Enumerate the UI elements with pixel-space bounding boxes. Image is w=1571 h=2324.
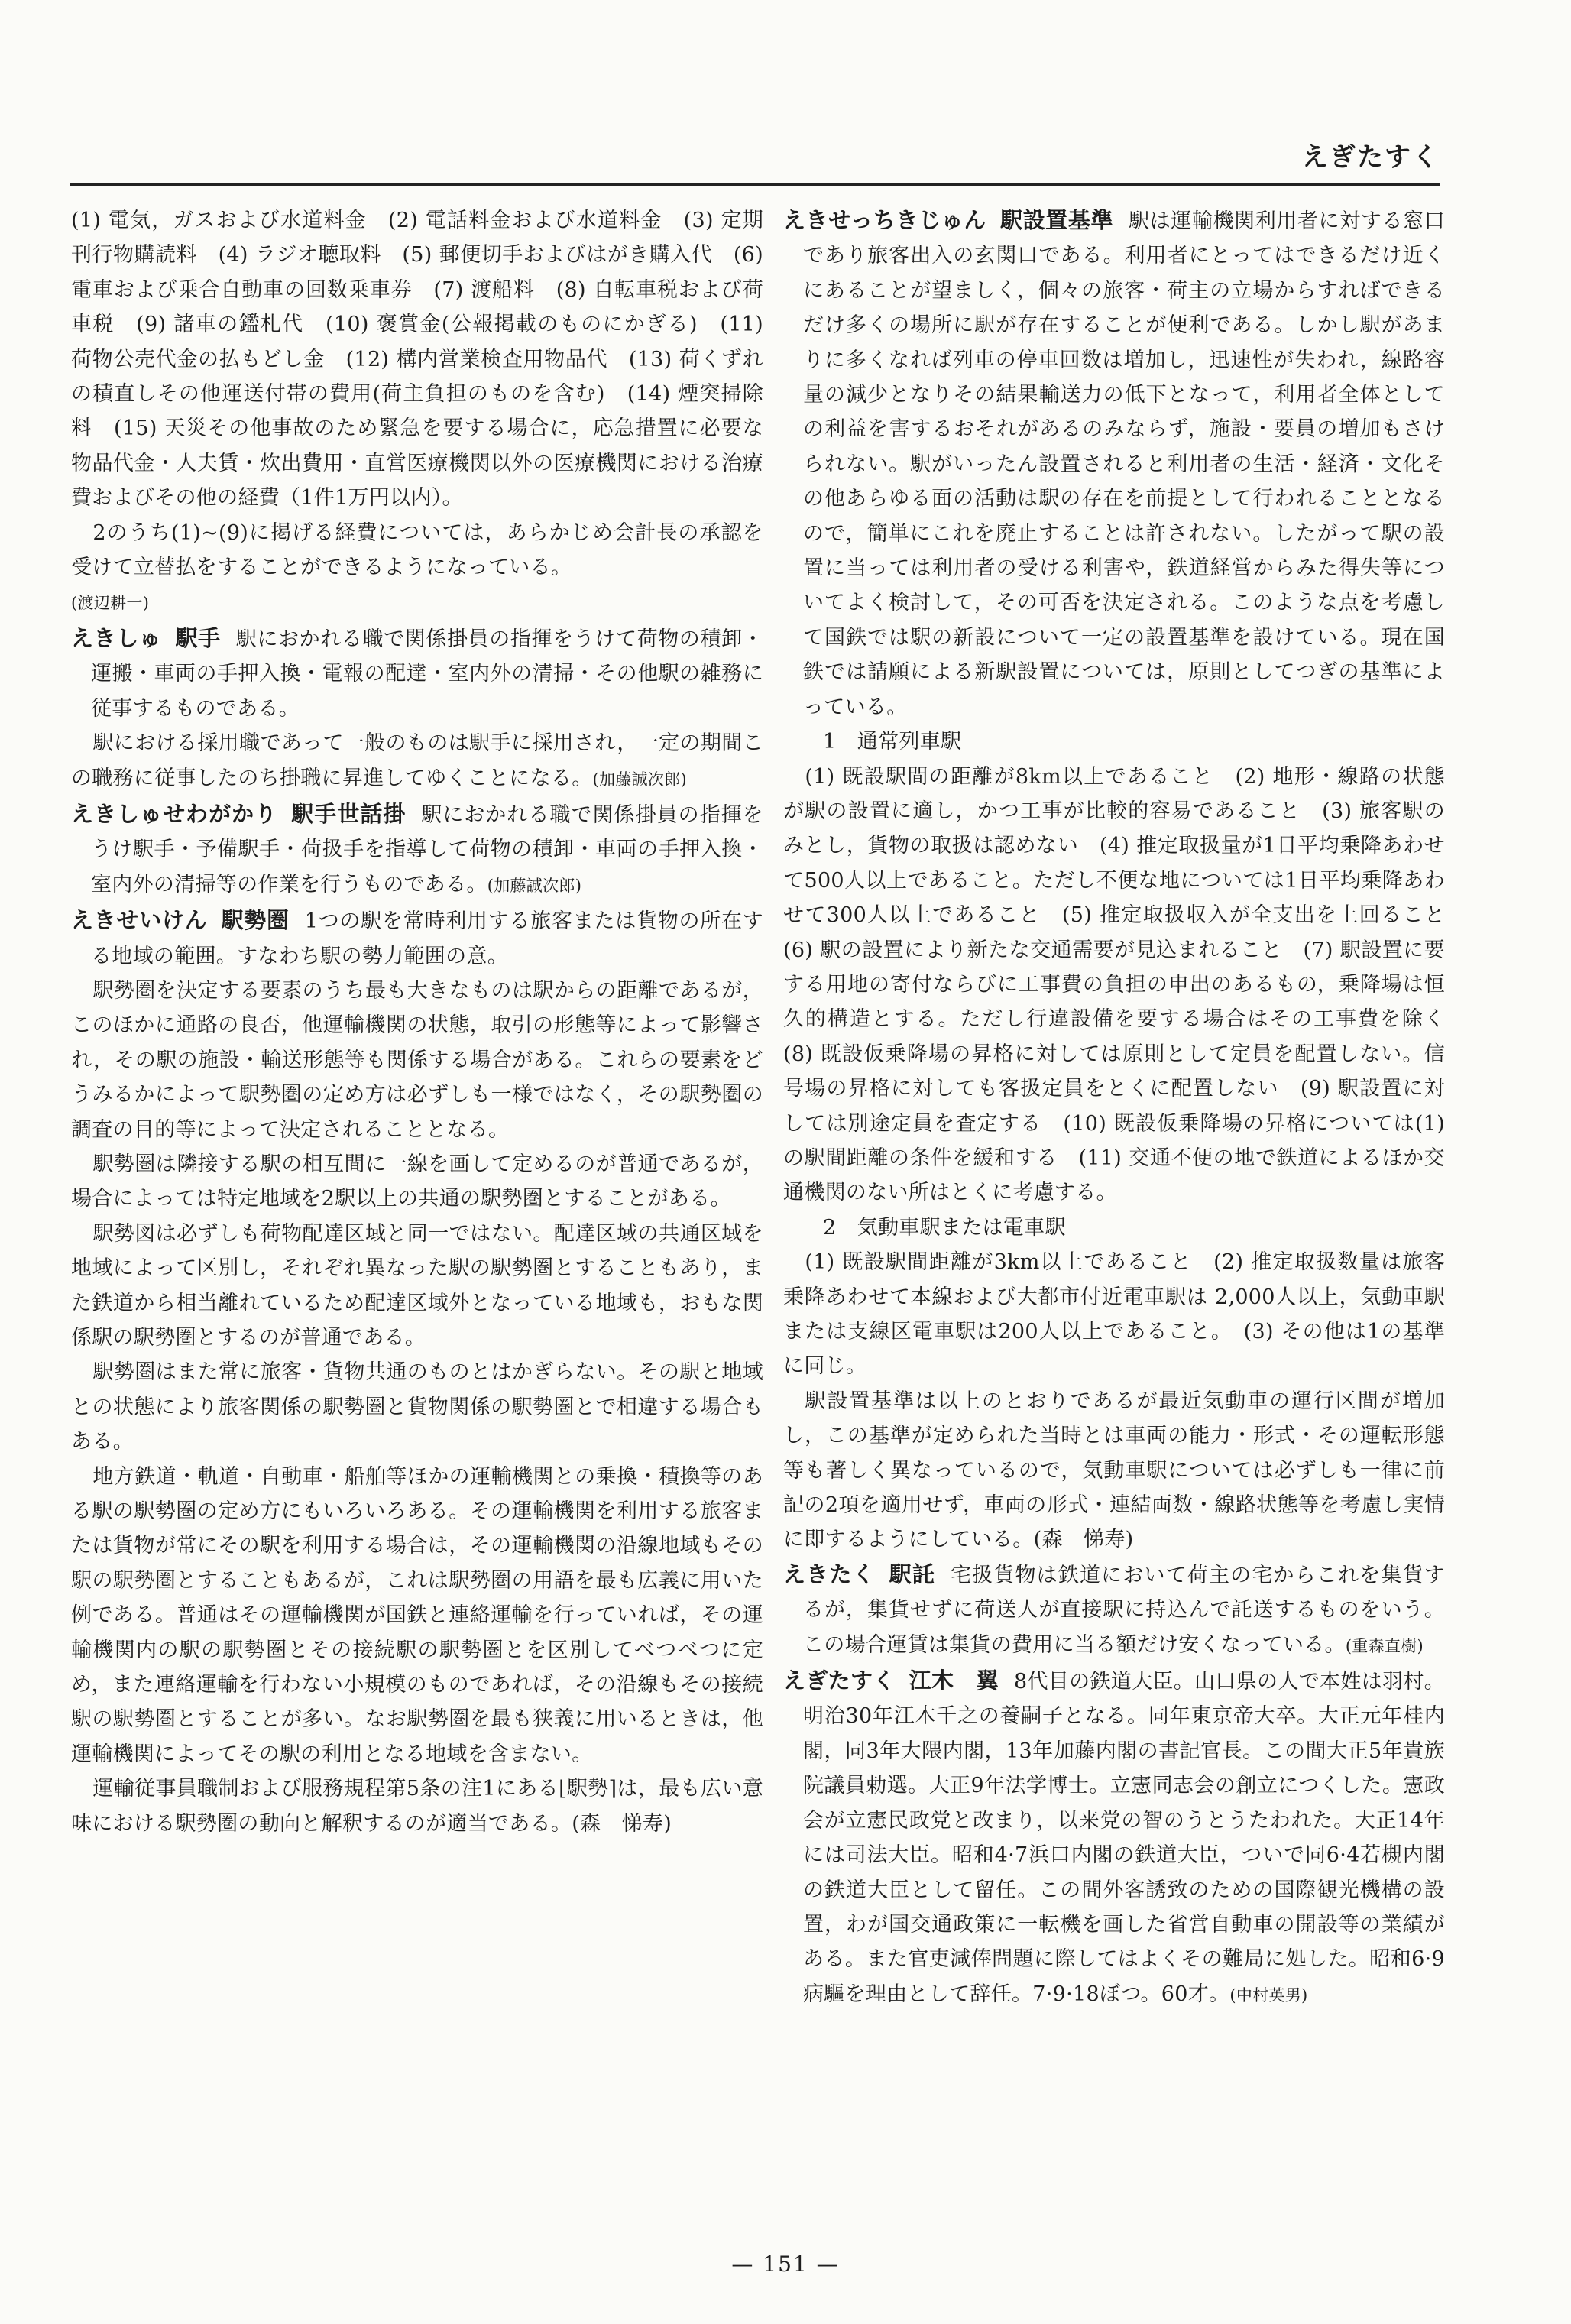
entry-paragraph: [71, 903, 763, 974]
entry-author: (中村英男): [1229, 1985, 1308, 2005]
continued-text: 2のうち(1)~(9)に掲げる経費については，あらかじめ会計長の承認を受けて立替払をすることができるようになっている。: [71, 520, 763, 580]
right-column: [783, 203, 1466, 2190]
entry-text: 駅における採用職であって一般のものは駅手に採用され，一定の期間この職務に従事したのち掛職に昇進してゆくことになる。: [71, 731, 763, 790]
entry-ekiseiken: [71, 903, 763, 1841]
continued-list: (1) 電気，ガスおよび水道料金 (2) 電話料金および水道料金 (3) 定期刊行物購読料 (4) ラジオ聴取料 (5) 郵便切手およびはがき購入代 (6) 電車および乗合自動車の回数乗車券 (7) 渡船料 (8) 自転車税および荷車税 (9) 諸車の鑑札代 (10) 褒賞金(公報掲載のものにかぎる) (11) 荷物公売代金の払もどし金 (12) 構内営業検査用物品代 (13) 荷くずれの積直しその他運送付帯の費用(荷主負担のものを含む) (14) 煙突掃除料 (15) 天災その他事故のため緊急を要する場合に，応急措置に必要な物品代金・人夫賃・炊出費用・直営医療機関以外の医療機関における治療費およびその他の経費（1件1万円以内）。: [71, 209, 763, 511]
criteria-list: (1) 既設駅間距離が3km以上であること (2) 推定取扱数量は旅客乗降あわせて本線および大都市付近電車駅は 2,000人以上，気動車駅または支線区電車駅は200人以上であること。 (3) その他は1の基準に同じ。: [783, 1250, 1445, 1379]
entry-paragraph: 駅勢図は必ずしも荷物配達区域と同一ではない。配達区域の共通区域を地域によって区別し，それぞれ異なった駅の駅勢圏とすることもあり，また鉄道から相当離れているため配達区域外となっている地域も，おもな関係駅の駅勢圏とするのが普通である。: [71, 1221, 763, 1350]
entry-paragraph: [783, 1664, 1445, 2013]
entry-text: 宅扱貨物は鉄道において荷主の宅からこれを集貨するが，集貨せずに荷送人が直接駅に持込んで託送するものをいう。この場合運賃は集貨の費用に当る額だけ安くなっている。: [803, 1563, 1445, 1657]
entry-paragraph: [783, 1557, 1445, 1664]
entry-reading: えきしゅ: [71, 624, 162, 651]
entry-author: (森 悌寿): [572, 1811, 672, 1836]
entry-term: 江木 翼: [909, 1668, 999, 1694]
entry-term: 駅託: [889, 1561, 936, 1587]
entry-reading: えきたく: [783, 1561, 876, 1587]
section-heading: 2 気動車駅または電車駅: [823, 1215, 1066, 1240]
entry-ekishusewagakari: [71, 797, 763, 903]
entry-egitasuku: [783, 1664, 1445, 2013]
page-number: — 151 —: [731, 2251, 840, 2277]
header-rule: [70, 183, 1440, 186]
entry-ekisecchikijun: [783, 203, 1466, 1557]
entry-text: 駅におかれる職で関係掛員の指揮をうけ駅手・予備駅手・荷扱手を指導して荷物の積卸・車両の手押入換・室内外の清掃等の作業を行うものである。: [91, 802, 763, 896]
entry-paragraph: [783, 203, 1445, 724]
entry-reading: えきせっちきじゅん: [783, 207, 986, 233]
entry-author: (加藤誠次郎): [487, 876, 582, 895]
entry-text: 駅設置基準は以上のとおりであるが最近気動車の運行区間が増加し，この基準が定められた当時とは車両の能力・形式・その運転形態等も著しく異なっているので，気動車駅については必ずしも一律に前記の2項を適用せず，車両の形式・連結両数・線路状態等を考慮し実情に即するようにしている。: [783, 1389, 1445, 1552]
entry-paragraph: [71, 621, 763, 726]
entry-paragraph: 地方鉄道・軌道・自動車・船舶等ほかの運輸機関との乗換・積換等のある駅の駅勢圏の定め方にもいろいろある。その運輸機関を利用する旅客または貨物が常にその駅を利用する場合は，その運輸機関の沿線地域もその駅の駅勢圏とすることもあるが，これは駅勢圏の用語を最も広義に用いた例である。普通はその運輸機関が国鉄と連絡運輸を行っていれば，その運輸機関内の駅の駅勢圏とその接続駅の駅勢圏とを区別してべつべつに定め，また連絡運輸を行わない小規模のものであれば，その沿線もその接続駅の駅勢圏とすることが多い。なお駅勢圏を最も狭義に用いるときは，他運輸機関によってその駅の利用となる地域を含まない。: [71, 1464, 763, 1766]
entry-paragraph: 駅勢圏を決定する要素のうち最も大きなものは駅からの距離であるが，このほかに通路の良否，他運輸機関の状態，取引の形態等によって影響され，その駅の施設・輸送形態等も関係する場合がある。これらの要素をどうみるかによって駅勢圏の定め方は必ずしも一様ではなく，その駅勢圏の調査の目的等によって決定されることとなる。: [71, 978, 763, 1142]
entry-text: 駅におかれる職で関係掛員の指揮をうけて荷物の積卸・運搬・車両の手押入換・電報の配達・室内外の清掃・その他駅の雑務に従事するものである。: [91, 627, 763, 721]
entry-reading: えぎたすく: [783, 1668, 896, 1694]
entry-paragraph: [71, 726, 763, 797]
entry-reading: えきしゅせわがかり: [71, 800, 278, 827]
entry-paragraph: [783, 1384, 1445, 1557]
left-column: [71, 203, 763, 2190]
entry-paragraph: 駅勢圏はまた常に旅客・貨物共通のものとはかぎらない。その駅と地域との状態により旅客関係の駅勢圏と貨物関係の駅勢圏とで相違する場合もある。: [71, 1360, 763, 1454]
running-header: えぎたすく: [1302, 142, 1440, 173]
entry-text: 8代目の鉄道大臣。山口県の人で本姓は羽村。明治30年江木千之の養嗣子となる。同年東京帝大卒。大正元年桂内閣，同3年大隈内閣，13年加藤内閣の書記官長。この間大正5年貴族院議員勅選。大正9年法学博士。立憲同志会の創立につくした。憲政会が立憲民政党と改まり，以来党の智のうとうたわれた。大正14年には司法大臣。昭和4·7浜口内閣の鉄道大臣，ついで同6·4若槻内閣の鉄道大臣として留任。この間外客誘致のための国際観光機構の設置，わが国交通政策に一転機を画した省営自動車の開設等の業績がある。また官吏減俸問題に際してはよくその難局に処した。昭和6·9病驅を理由として辞任。7·9·18ぼつ。60才。: [803, 1670, 1445, 2006]
entry-text: 駅は運輸機関利用者に対する窓口であり旅客出入の玄関口である。利用者にとってはできるだけ近くにあることが望ましく，個々の旅客・荷主の立場からすればできるだけ多くの場所に駅が存在することが便利である。しかし駅があまりに多くなれば列車の停車回数は増加し，迅速性が失われ，線路容量の減少となりその結果輸送力の低下となって，利用者全体としての利益を害するおそれがあるのみならず，施設・要員の増加もさけられない。駅がいったん設置されると利用者の生活・経済・文化その他あらゆる面の活動は駅の存在を前提として行われることとなるので，簡単にこれを廃止することは許されない。したがって駅の設置に当っては利用者の受ける利害や，鉄道経営からみた得失等についてよく検討して，その可否を決定される。このような点を考慮して国鉄では駅の新設について一定の設置基準を設けている。現在国鉄では請願による新駅設置については，原則としてつぎの基準によっている。: [803, 209, 1445, 719]
entry-author: (森 悌寿): [1033, 1528, 1134, 1552]
entry-text: 運輸従事員職制および服務規程第5条の注1にある⌊駅勢⌉は，最も広い意味における駅勢圏の動向と解釈するのが適当である。: [71, 1777, 763, 1836]
entry-reading: えきせいけん: [71, 907, 208, 934]
continued-paragraph: [71, 516, 763, 621]
entry-text: 1つの駅を常時利用する旅客または貨物の所在する地域の範囲。すなわち駅の勢力範囲の意。: [91, 909, 764, 968]
criteria-list: (1) 既設駅間の距離が8km以上であること (2) 地形・線路の状態が駅の設置に適し，かつ工事が比較的容易であること (3) 旅客駅のみとし，貨物の取扱は認めない (4) 推定取扱量が1日平均乗降あわせて500人以上であること。ただし不便な地については1日平均乗降あわせて300人以上であること (5) 推定取扱収入が全支出を上回ること (6) 駅の設置により新たな交通需要が見込まれること (7) 駅設置に要する用地の寄付ならびに工事費の負担の申出のあるもの，乗降場は恒久的構造とする。ただし行違設備を要する場合はその工事費を除く (8) 既設仮乗降場の昇格に対しては原則として定員を配置しない。信号場の昇格に対しても客扱定員をとくに配置しない (9) 駅設置に対しては別途定員を査定する (10) 既設仮乗降場の昇格については(1)の駅間距離の条件を緩和する (11) 交通不便の地で鉄道によるほか交通機関のない所はとくに考慮する。: [783, 764, 1466, 1205]
entry-ekitaku: [783, 1557, 1445, 1664]
entry-term: 駅手: [175, 624, 221, 651]
entry-term: 駅手世話掛: [291, 800, 407, 827]
entry-author: (渡辺耕一): [71, 594, 150, 613]
entry-term: 駅勢圏: [221, 907, 290, 934]
entry-term: 駅設置基準: [999, 207, 1114, 233]
entry-author: (重森直樹): [1345, 1636, 1424, 1655]
entry-paragraph: [71, 797, 763, 903]
entry-paragraph: 駅勢圏は隣接する駅の相互間に一線を画して定めるのが普通であるが，場合によっては特定地域を2駅以上の共通の駅勢圏とすることがある。: [71, 1152, 763, 1211]
entry-ekishu: [71, 621, 763, 797]
entry-paragraph: [71, 1771, 763, 1841]
section-heading: 1 通常列車駅: [823, 730, 962, 754]
entry-author: (加藤誠次郎): [592, 770, 687, 789]
